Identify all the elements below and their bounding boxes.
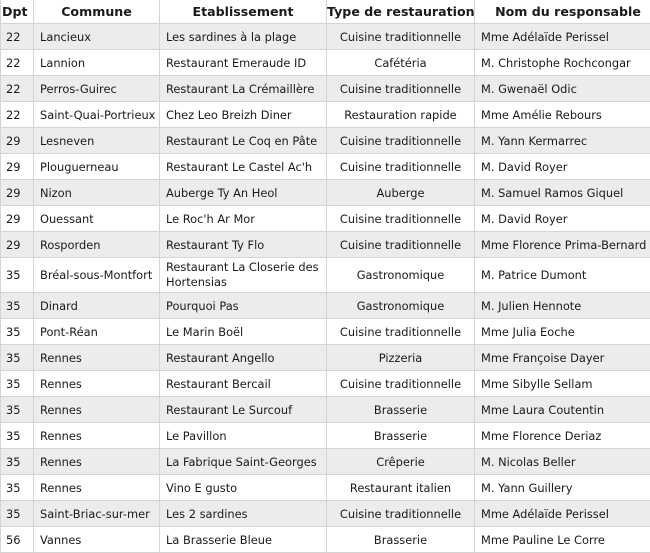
table-row xyxy=(1,397,650,423)
type-cell: Crêperie xyxy=(327,449,475,475)
type-cell: Cuisine traditionnelle xyxy=(327,371,475,397)
etablissement-cell: Restaurant Angello xyxy=(160,345,327,371)
header-etablissement: Etablissement xyxy=(160,0,327,24)
table-row xyxy=(1,76,650,102)
dpt-cell: 35 xyxy=(1,371,34,397)
responsable-cell: M. Gwenaël Odic xyxy=(475,76,650,102)
header-dpt: Dpt xyxy=(1,0,34,24)
commune-cell: Saint-Quai-Portrieux xyxy=(34,102,160,128)
table-row xyxy=(1,206,650,232)
dpt-cell: 35 xyxy=(1,449,34,475)
responsable-cell: M. David Royer xyxy=(475,154,650,180)
commune-cell: Rennes xyxy=(34,449,160,475)
type-cell: Cuisine traditionnelle xyxy=(327,232,475,258)
type-cell: Brasserie xyxy=(327,423,475,449)
commune-cell: Ouessant xyxy=(34,206,160,232)
responsable-cell: Mme Françoise Dayer xyxy=(475,345,650,371)
table-row xyxy=(1,319,650,345)
dpt-cell: 35 xyxy=(1,258,34,293)
commune-cell: Saint-Briac-sur-mer xyxy=(34,501,160,527)
dpt-cell: 35 xyxy=(1,345,34,371)
etablissement-cell: Restaurant Bercail xyxy=(160,371,327,397)
table-row xyxy=(1,232,650,258)
etablissement-cell: Le Pavillon xyxy=(160,423,327,449)
commune-cell: Plouguerneau xyxy=(34,154,160,180)
table-row xyxy=(1,258,650,293)
type-cell: Cuisine traditionnelle xyxy=(327,501,475,527)
responsable-cell: Mme Sibylle Sellam xyxy=(475,371,650,397)
commune-cell: Rennes xyxy=(34,475,160,501)
responsable-cell: M. Patrice Dumont xyxy=(475,258,650,293)
etablissement-cell: Auberge Ty An Heol xyxy=(160,180,327,206)
dpt-cell: 35 xyxy=(1,319,34,345)
table-row xyxy=(1,102,650,128)
table-row xyxy=(1,154,650,180)
header-row xyxy=(1,0,650,24)
table-row xyxy=(1,475,650,501)
type-cell: Cuisine traditionnelle xyxy=(327,128,475,154)
responsable-cell: Mme Adélaïde Perissel xyxy=(475,501,650,527)
responsable-cell: M. David Royer xyxy=(475,206,650,232)
type-cell: Cuisine traditionnelle xyxy=(327,206,475,232)
etablissement-cell: Vino E gusto xyxy=(160,475,327,501)
etablissement-cell: Le Marin Boël xyxy=(160,319,327,345)
type-cell: Pizzeria xyxy=(327,345,475,371)
dpt-cell: 29 xyxy=(1,128,34,154)
commune-cell: Rennes xyxy=(34,345,160,371)
dpt-cell: 35 xyxy=(1,475,34,501)
commune-cell: Rennes xyxy=(34,397,160,423)
responsable-cell: Mme Adélaïde Perissel xyxy=(475,24,650,50)
etablissement-cell: Les sardines à la plage xyxy=(160,24,327,50)
table-row xyxy=(1,293,650,319)
commune-cell: Lannion xyxy=(34,50,160,76)
dpt-cell: 29 xyxy=(1,206,34,232)
responsable-cell: M. Samuel Ramos Giquel xyxy=(475,180,650,206)
responsable-cell: Mme Florence Prima-Bernard xyxy=(475,232,650,258)
dpt-cell: 35 xyxy=(1,501,34,527)
table-row xyxy=(1,527,650,553)
commune-cell: Bréal-sous-Montfort xyxy=(34,258,160,293)
etablissement-cell: La Fabrique Saint-Georges xyxy=(160,449,327,475)
type-cell: Brasserie xyxy=(327,397,475,423)
commune-cell: Dinard xyxy=(34,293,160,319)
type-cell: Cafétéria xyxy=(327,50,475,76)
dpt-cell: 29 xyxy=(1,232,34,258)
commune-cell: Nizon xyxy=(34,180,160,206)
commune-cell: Rosporden xyxy=(34,232,160,258)
commune-cell: Perros-Guirec xyxy=(34,76,160,102)
type-cell: Gastronomique xyxy=(327,258,475,293)
header-commune: Commune xyxy=(34,0,160,24)
table-row xyxy=(1,501,650,527)
type-cell: Cuisine traditionnelle xyxy=(327,154,475,180)
etablissement-cell: Pourquoi Pas xyxy=(160,293,327,319)
responsable-cell: Mme Pauline Le Corre xyxy=(475,527,650,553)
commune-cell: Rennes xyxy=(34,371,160,397)
responsable-cell: M. Nicolas Beller xyxy=(475,449,650,475)
type-cell: Cuisine traditionnelle xyxy=(327,319,475,345)
type-cell: Cuisine traditionnelle xyxy=(327,24,475,50)
etablissement-cell: Restaurant Le Coq en Pâte xyxy=(160,128,327,154)
etablissement-cell: La Brasserie Bleue xyxy=(160,527,327,553)
commune-cell: Vannes xyxy=(34,527,160,553)
responsable-cell: M. Julien Hennote xyxy=(475,293,650,319)
table-row xyxy=(1,371,650,397)
table-row xyxy=(1,180,650,206)
commune-cell: Pont-Réan xyxy=(34,319,160,345)
dpt-cell: 22 xyxy=(1,76,34,102)
dpt-cell: 56 xyxy=(1,527,34,553)
etablissement-cell: Restaurant Ty Flo xyxy=(160,232,327,258)
etablissement-cell: Restaurant Emeraude ID xyxy=(160,50,327,76)
type-cell: Restauration rapide xyxy=(327,102,475,128)
dpt-cell: 29 xyxy=(1,180,34,206)
type-cell: Brasserie xyxy=(327,527,475,553)
table-row xyxy=(1,423,650,449)
responsable-cell: Mme Florence Deriaz xyxy=(475,423,650,449)
etablissement-cell: Le Roc'h Ar Mor xyxy=(160,206,327,232)
responsable-cell: Mme Laura Coutentin xyxy=(475,397,650,423)
responsable-cell: Mme Amélie Rebours xyxy=(475,102,650,128)
type-cell: Gastronomique xyxy=(327,293,475,319)
dpt-cell: 35 xyxy=(1,423,34,449)
etablissement-cell: Restaurant La Crémaillère xyxy=(160,76,327,102)
dpt-cell: 22 xyxy=(1,50,34,76)
dpt-cell: 35 xyxy=(1,293,34,319)
etablissement-cell: Restaurant La Closerie des Hortensias xyxy=(160,258,327,293)
etablissement-cell: Restaurant Le Castel Ac'h xyxy=(160,154,327,180)
table-row xyxy=(1,24,650,50)
table-row xyxy=(1,128,650,154)
etablissement-cell: Chez Leo Breizh Diner xyxy=(160,102,327,128)
dpt-cell: 22 xyxy=(1,102,34,128)
header-type-restauration: Type de restauration xyxy=(327,0,475,24)
responsable-cell: Mme Julia Eoche xyxy=(475,319,650,345)
type-cell: Cuisine traditionnelle xyxy=(327,76,475,102)
type-cell: Restaurant italien xyxy=(327,475,475,501)
responsable-cell: M. Yann Guillery xyxy=(475,475,650,501)
type-cell: Auberge xyxy=(327,180,475,206)
responsable-cell: M. Christophe Rochcongar xyxy=(475,50,650,76)
commune-cell: Lesneven xyxy=(34,128,160,154)
dpt-cell: 22 xyxy=(1,24,34,50)
table-row xyxy=(1,345,650,371)
etablissement-cell: Les 2 sardines xyxy=(160,501,327,527)
dpt-cell: 35 xyxy=(1,397,34,423)
etablissement-cell: Restaurant Le Surcouf xyxy=(160,397,327,423)
header-nom-responsable: Nom du responsable xyxy=(475,0,650,24)
commune-cell: Rennes xyxy=(34,423,160,449)
table-row xyxy=(1,50,650,76)
dpt-cell: 29 xyxy=(1,154,34,180)
responsable-cell: M. Yann Kermarrec xyxy=(475,128,650,154)
commune-cell: Lancieux xyxy=(34,24,160,50)
table-row xyxy=(1,449,650,475)
